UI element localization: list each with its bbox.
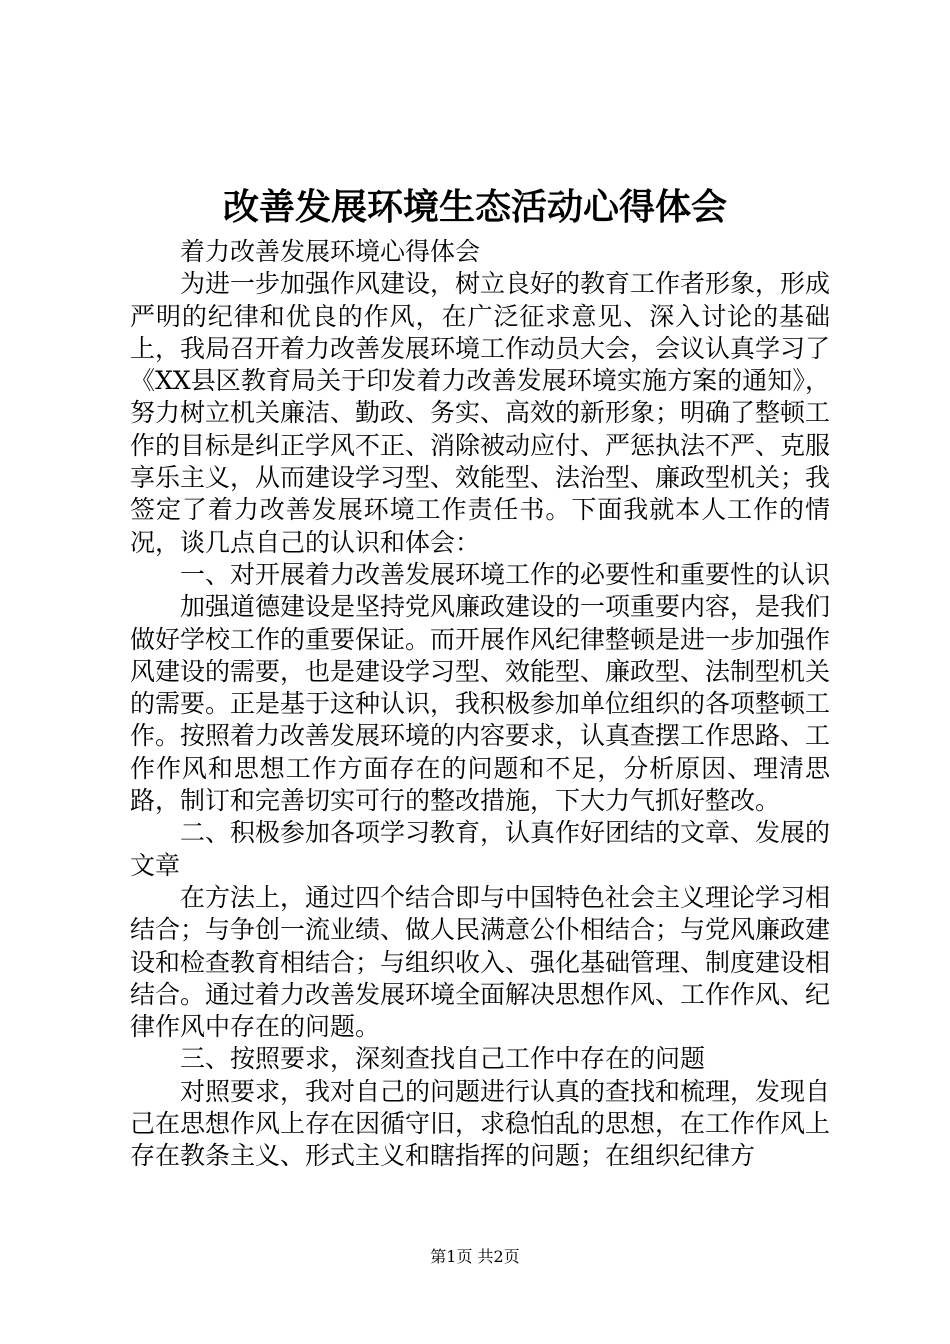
paragraph-subtitle: 着力改善发展环境心得体会 bbox=[180, 237, 481, 266]
page-number: 第1页 共2页 bbox=[430, 1247, 520, 1266]
section-heading-1: 一、对开展着力改善发展环境工作的必要性和重要性的认识 bbox=[180, 559, 831, 589]
paragraph-intro: 为进一步加强作风建设，树立良好的教育工作者形象，形成严明的纪律和优良的作风，在广泛征求意见、深入讨论的基础上，我局召开着力改善发展环境工作动员大会，会议认真学习了《XX县区教育局关于印发着力改善发展环境实施方案的通知》，努力树立机关廉洁、勤政、务实、高效的新形象；明确了整顿工作的目标是纠正学风不正、消除被动应付、严惩执法不严、克服享乐主义，从而建设学习型、效能型、法治型、廉政型机关；我签定了着力改善发展环境工作责任书。下面我就本人工作的情况，谈几点自己的认识和体会： bbox=[130, 269, 831, 557]
section-heading-3: 三、按照要求，深刻查找自己工作中存在的问题 bbox=[180, 1044, 706, 1074]
paragraph-section-3: 对照要求，我对自己的问题进行认真的查找和梳理，发现自己在思想作风上存在因循守旧，求稳怕乱的思想，在工作作风上存在教条主义、形式主义和瞎指挥的问题；在组织纪律方 bbox=[130, 1076, 831, 1171]
document-body bbox=[130, 236, 830, 1173]
paragraph-section-2: 在方法上，通过四个结合即与中国特色社会主义理论学习相结合；与争创一流业绩、做人民满意公仆相结合；与党风廉政建设和检查教育相结合；与组织收入、强化基础管理、制度建设相结合。通过着力改善发展环境全面解决思想作风、工作作风、纪律作风中存在的问题。 bbox=[130, 882, 831, 1042]
document-title: 改善发展环境生态活动心得体会 bbox=[222, 187, 727, 228]
section-heading-2: 二、积极参加各项学习教育，认真作好团结的文章、发展的文章 bbox=[130, 818, 831, 880]
paragraph-section-1: 加强道德建设是坚持党风廉政建设的一项重要内容，是我们做好学校工作的重要保证。而开展作风纪律整顿是进一步加强作风建设的需要，也是建设学习型、效能型、廉政型、法制型机关的需要。正是基于这种认识，我积极参加单位组织的各项整顿工作。按照着力改善发展环境的内容要求，认真查摆工作思路、工作作风和思想工作方面存在的问题和不足，分析原因、理清思路，制订和完善切实可行的整改措施，下大力气抓好整改。 bbox=[130, 592, 831, 816]
